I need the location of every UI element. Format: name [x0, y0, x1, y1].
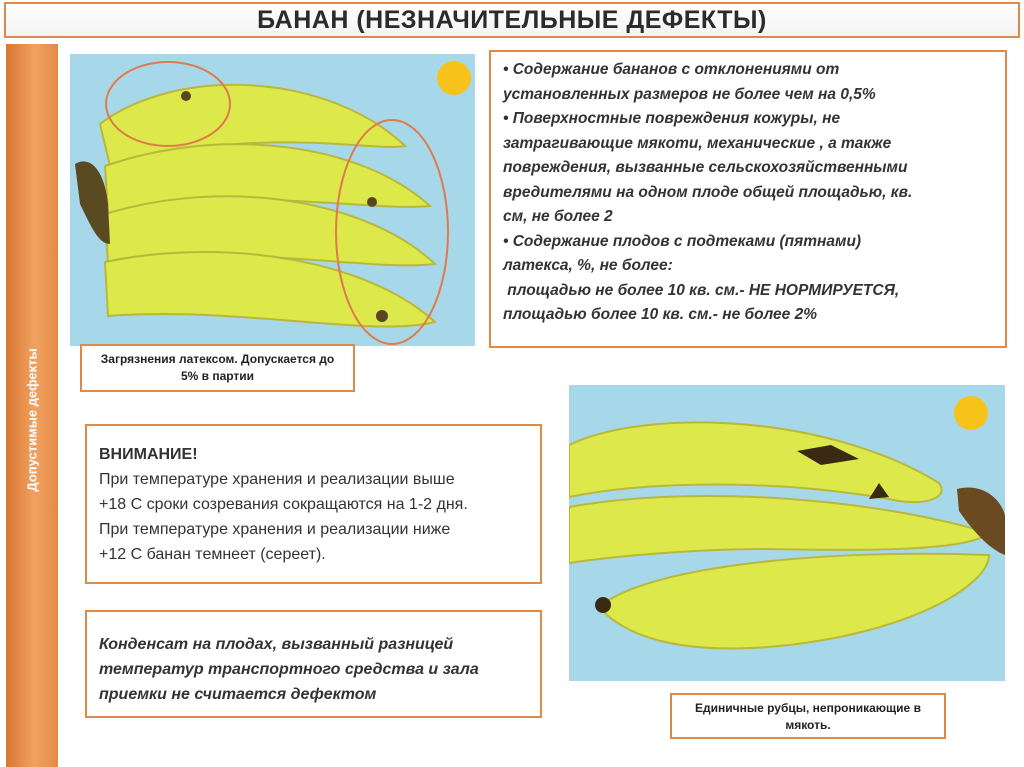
rules-line: повреждения, вызванные сельскохозяйственными: [503, 159, 908, 176]
latex-stain: [367, 197, 377, 207]
norms-text-box: [489, 50, 1007, 348]
sun-icon: [954, 396, 988, 430]
rules-line: • Содержание плодов с подтеками (пятнами): [503, 232, 862, 250]
banana-1: [569, 422, 942, 502]
warning-line: +12 С банан темнеет (сереет).: [99, 546, 326, 563]
rules-line: установленных размеров не более чем на 0,5%: [503, 85, 876, 103]
warning-line: При температуре хранения и реализации ниже: [99, 521, 451, 538]
latex-stain: [376, 310, 388, 322]
rules-line: латекса, %, не более:: [503, 257, 673, 274]
rules-line: вредителями на одном плоде общей площадью, кв.: [503, 183, 913, 201]
photo-top-caption: Загрязнения латексом. Допускается до 5% в партии: [80, 344, 355, 392]
condensate-line: Конденсат на плодах, вызванный разницей: [99, 636, 454, 653]
warning-title: ВНИМАНИЕ!: [99, 446, 198, 463]
slide-title: БАНАН (НЕЗНАЧИТЕЛЬНЫЕ ДЕФЕКТЫ): [257, 5, 767, 34]
condensate-line: приемки не считается дефектом: [99, 686, 377, 703]
rules-line: • Содержание бананов с отклонениями от: [503, 61, 840, 78]
condensate-line: температур транспортного средства и зала: [99, 661, 479, 678]
sun-icon: [437, 61, 471, 95]
banana-bunch-illustration: [70, 54, 475, 346]
warning-line: При температуре хранения и реализации выше: [99, 471, 455, 488]
banana-3: [599, 554, 989, 649]
banana-stem: [957, 487, 1005, 555]
slide-title-bar: [4, 2, 1020, 38]
rules-line: затрагивающие мякоти, механические , а также: [503, 134, 892, 152]
side-label: Допустимые дефекты: [24, 348, 40, 492]
rules-line: • Поверхностные повреждения кожуры, не: [503, 110, 841, 127]
condensate-note-box: [85, 610, 542, 718]
warning-box: [85, 424, 542, 584]
rules-line: площадью не более 10 кв. см.- НЕ НОРМИРУЕТСЯ,: [503, 281, 900, 299]
photo-bottom-caption: Единичные рубцы, непроникающие в мякоть.: [670, 693, 946, 739]
banana-bunch-illustration: [569, 385, 1005, 681]
warning-line: +18 С сроки созревания сокращаются на 1-2 дня.: [99, 496, 468, 513]
banana-tip: [595, 597, 611, 613]
latex-stain: [181, 91, 191, 101]
rules-line: площадью более 10 кв. см.- не более 2%: [503, 306, 818, 323]
photo-latex-bananas: [70, 54, 475, 346]
rules-line: см, не более 2: [503, 208, 613, 225]
photo-scarred-bananas: [567, 383, 1007, 683]
